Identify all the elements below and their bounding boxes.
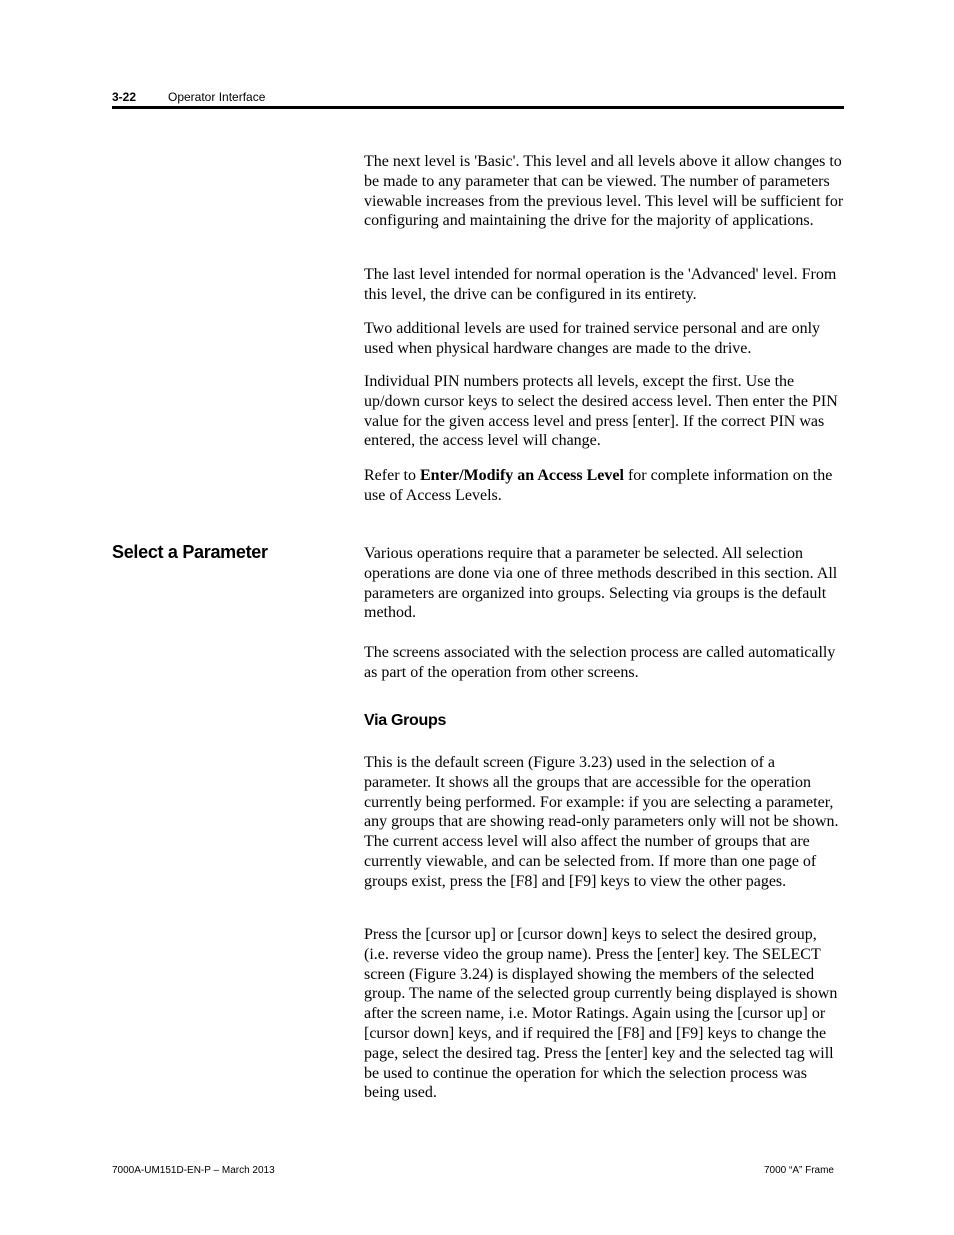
subheading-via-groups: Via Groups [364,712,447,729]
paragraph-advanced-level: The last level intended for normal operation is the 'Advanced' level. From this level, the drive can be configured in its entirety. [364,266,837,303]
paragraph-selection-methods: Various operations require that a parameter be selected. All selection operations are done via one of three methods described in this section. All parameters are organized into groups. Selecting via groups is the default method. [364,545,838,622]
header-rule [112,106,844,109]
page-number: 3-22 [112,90,137,104]
refer-text-before: Refer to [364,467,420,484]
footer-publication: 7000A-UM151D-EN-P – March 2013 [112,1165,275,1176]
paragraph-refer-access-level [364,466,844,506]
refer-text-after: for complete information on the use of Access Levels. [364,467,833,504]
refer-link-text: Enter/Modify an Access Level [419,467,624,484]
paragraph-additional-levels: Two additional levels are used for trained service personal and are only used when physical hardware changes are made to the drive. [364,320,821,357]
paragraph-basic-level: The next level is 'Basic'. This level and all levels above it allow changes to be made to any parameter that can be viewed. The number of parameters viewable increases from the previous level. This level will be sufficient for configuring and maintaining the drive for the majority of applications. [364,153,844,230]
header-section-title: Operator Interface [168,90,266,104]
footer-product: 7000 “A” Frame [763,1165,834,1176]
paragraph-default-screen: This is the default screen (Figure 3.23) used in the selection of a parameter. It shows all the groups that are accessible for the operation currently being performed. For example: if you are selecting a parameter, any groups that are showing read-only parameters only will not be shown. The current access level will also affect the number of groups that are currently viewable, and can be selected from. If more than one page of groups exist, press the [F8] and [F9] keys to view the other pages. [364,754,839,890]
page-header [112,89,844,105]
paragraph-pin-numbers: Individual PIN numbers protects all levels, except the first. Use the up/down cursor keys to select the desired access level. Then enter the PIN value for the given access level and press [enter]. If the correct PIN was entered, the access level will change. [364,373,838,450]
paragraph-select-procedure: Press the [cursor up] or [cursor down] keys to select the desired group, (i.e. reverse video the group name). Press the [enter] key. The SELECT screen (Figure 3.24) is displayed showing the members of the selected group. The name of the selected group currently being displayed is shown after the screen name, i.e. Motor Ratings. Again using the [cursor up] or [cursor down] keys, and if required the [F8] and [F9] keys to change the page, select the desired tag. Press the [enter] key and the selected tag will be used to continue the operation for which the selection process was being used. [364,926,838,1102]
paragraph-selection-screens: The screens associated with the selection process are called automatically as part of the operation from other screens. [364,644,836,681]
section-heading-select-parameter: Select a Parameter [112,542,268,562]
